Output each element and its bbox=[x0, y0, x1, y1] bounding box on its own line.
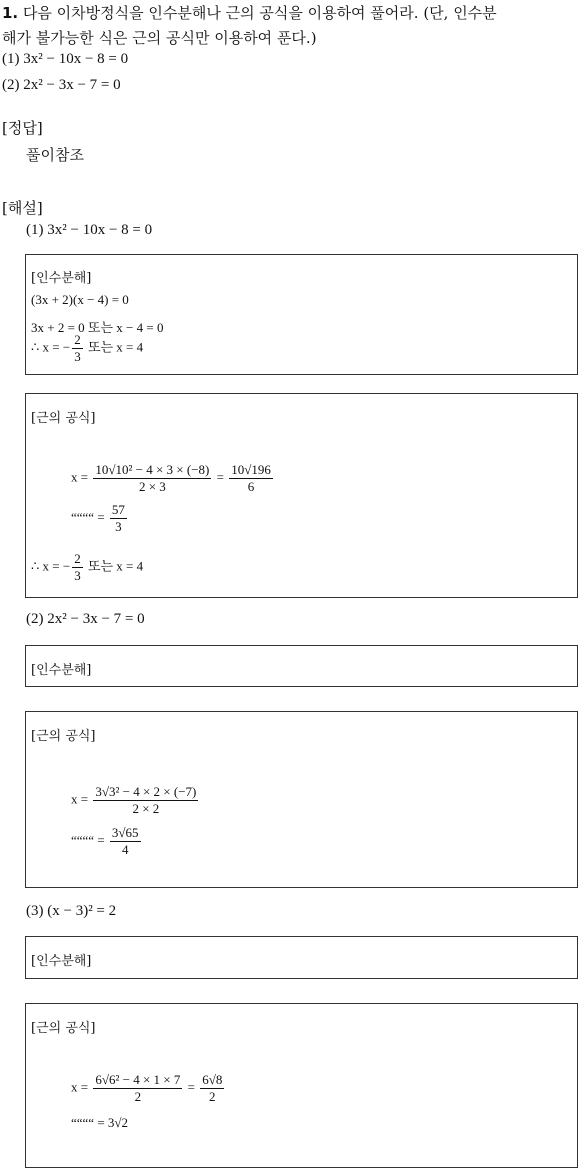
solution-label: [해설] bbox=[2, 199, 43, 217]
fraction-num: 6√6² − 4 × 1 × 7 bbox=[95, 1072, 181, 1087]
conclusion-pre: ∴ x = − bbox=[31, 558, 71, 574]
part1-factor-heading: [인수분해] bbox=[31, 271, 92, 286]
answer-text: 풀이참조 bbox=[26, 146, 84, 164]
problem-text-1: 다음 이차방정식을 인수분해나 근의 공식을 이용하여 풀어라. (단, 인수분 bbox=[22, 4, 497, 22]
fraction bbox=[93, 462, 211, 495]
problem-text-2: 해가 불가능한 식은 근의 공식만 이용하여 푼다.) bbox=[2, 29, 317, 47]
part1-factor-line3-post: 또는 x = 4 bbox=[87, 339, 144, 355]
fraction bbox=[229, 462, 273, 495]
part2-formula-heading: [근의 공식] bbox=[31, 729, 96, 744]
part2-title: (2) 2x² − 3x − 7 = 0 bbox=[26, 611, 145, 627]
fraction bbox=[72, 551, 83, 584]
fraction-num: 6√8 bbox=[202, 1072, 223, 1087]
fraction bbox=[110, 825, 141, 858]
fraction-num: 2 bbox=[74, 332, 81, 347]
part1-factor-line1: (3x + 2)(x − 4) = 0 bbox=[31, 292, 129, 307]
part2-formula-box bbox=[25, 711, 578, 888]
part1-title: (1) 3x² − 10x − 8 = 0 bbox=[26, 222, 153, 238]
fraction-num: 57 bbox=[111, 502, 125, 517]
part3-formula-eq1 bbox=[71, 1072, 226, 1105]
answer-label: [정답] bbox=[2, 119, 43, 137]
problem-item-2: (2) 2x² − 3x − 7 = 0 bbox=[2, 77, 121, 93]
fraction bbox=[72, 332, 83, 365]
fraction-num: 3√3² − 4 × 2 × (−7) bbox=[95, 784, 197, 799]
part2-formula-eq1 bbox=[71, 784, 200, 817]
part1-factor-line3-pre: ∴ x = − bbox=[31, 339, 71, 355]
part1-formula-eq1 bbox=[71, 462, 275, 495]
problem-line1 bbox=[2, 2, 497, 23]
fraction-den: 3 bbox=[115, 519, 122, 534]
fraction-den: 3 bbox=[74, 568, 81, 583]
fraction-den: 2 bbox=[134, 1089, 142, 1104]
part3-formula-box bbox=[25, 1003, 578, 1168]
fraction bbox=[200, 1072, 224, 1105]
part1-formula-conclusion bbox=[31, 551, 143, 584]
problem-item-1: (1) 3x² − 10x − 8 = 0 bbox=[2, 51, 129, 67]
fraction-num: 3√65 bbox=[111, 825, 139, 840]
part2-factor-heading: [인수분해] bbox=[31, 663, 92, 678]
fraction bbox=[93, 1072, 182, 1105]
x-equals: x = bbox=[71, 469, 89, 485]
x-equals: x = bbox=[71, 1079, 89, 1095]
fraction-num: 10√196 bbox=[231, 462, 271, 477]
conclusion-post: 또는 x = 4 bbox=[87, 558, 144, 574]
x-equals: x = bbox=[71, 791, 89, 807]
part2-factor-box bbox=[25, 645, 578, 687]
part3-formula-heading: [근의 공식] bbox=[31, 1021, 96, 1036]
part1-formula-eq2 bbox=[71, 502, 129, 535]
equals-sign: = bbox=[216, 469, 224, 485]
equals-sign: = bbox=[187, 1079, 195, 1095]
fraction-den: 3 bbox=[74, 349, 81, 364]
problem-number: 1. bbox=[2, 4, 19, 22]
part2-formula-eq2 bbox=[71, 825, 143, 858]
fraction bbox=[93, 784, 198, 817]
part1-factor-line3 bbox=[31, 332, 143, 365]
fraction-num: 2 bbox=[74, 551, 81, 566]
fraction-den: 2 × 3 bbox=[138, 479, 166, 494]
part3-formula-eq2: ““““ = 3√2 bbox=[71, 1115, 129, 1130]
part3-factor-heading: [인수분해] bbox=[31, 954, 92, 969]
fraction-den: 6 bbox=[247, 479, 255, 494]
part1-formula-heading: [근의 공식] bbox=[31, 411, 96, 426]
fraction-den: 4 bbox=[121, 842, 129, 857]
part1-formula-box bbox=[25, 393, 578, 598]
part1-factor-line2: 3x + 2 = 0 또는 x − 4 = 0 bbox=[31, 320, 164, 335]
fraction-den: 2 bbox=[209, 1089, 216, 1104]
fraction-num: 10√10² − 4 × 3 × (−8) bbox=[95, 462, 210, 477]
part3-factor-box bbox=[25, 936, 578, 979]
fraction-den: 2 × 2 bbox=[132, 801, 160, 816]
part1-factor-box bbox=[25, 254, 578, 375]
part3-title: (3) (x − 3)² = 2 bbox=[26, 903, 117, 919]
quote-equals: ““““ = bbox=[71, 509, 105, 525]
fraction bbox=[110, 502, 127, 535]
quote-equals: ““““ = bbox=[71, 832, 105, 848]
